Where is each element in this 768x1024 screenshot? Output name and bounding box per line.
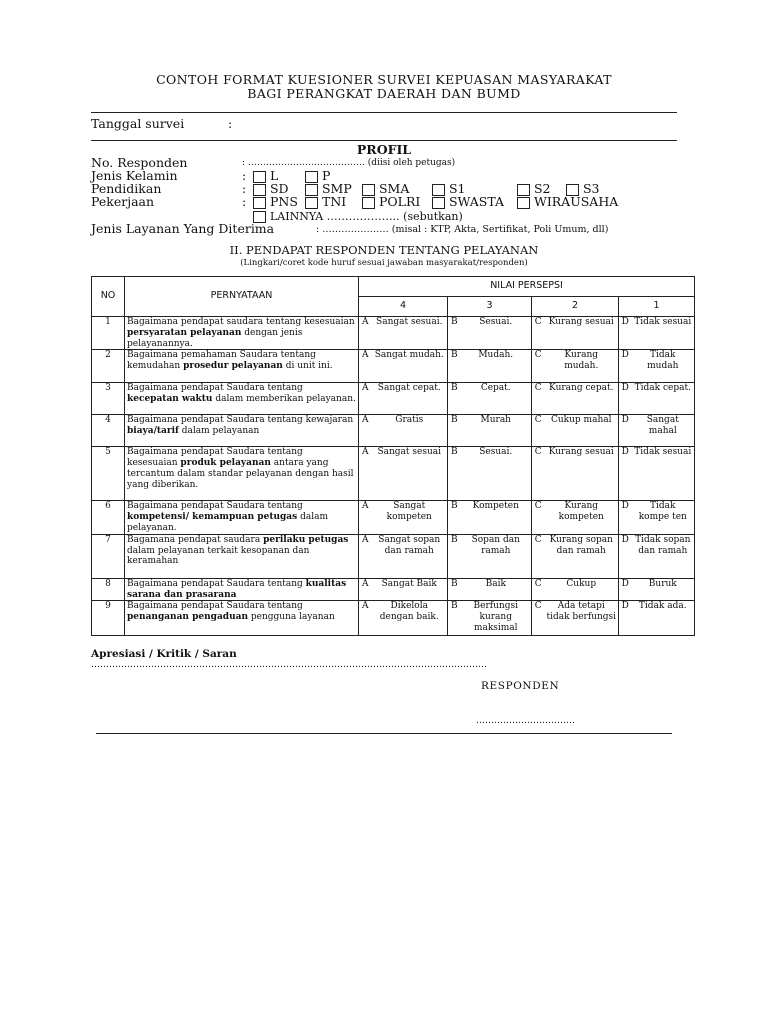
statement-text: Bagaimana pendapat Saudara tentang kesesuaian (127, 447, 303, 469)
service-type-field[interactable]: : ………………… (misal : KTP, Akta, Sertifikat, Poli Umum, dll) (316, 224, 609, 235)
statement-text: Bagaimana pendapat Saudara tentang (127, 383, 303, 394)
table-body (92, 317, 695, 636)
answer-option[interactable]: Sangat cepat. (372, 383, 448, 415)
answer-code[interactable]: A (359, 601, 372, 636)
table-row (92, 601, 695, 636)
occupation-option-wirausaha[interactable]: WIRAUSAHA (517, 194, 618, 209)
answer-code[interactable]: A (359, 415, 372, 447)
answer-option[interactable]: Sopan dan ramah (461, 534, 532, 578)
statement-keyword: perilaku petugas (263, 534, 349, 545)
answer-option[interactable]: Sangat kompeten (372, 501, 448, 534)
table-row (92, 501, 695, 534)
table-row (92, 383, 695, 415)
answer-code[interactable]: C (532, 447, 545, 501)
statement-cell (125, 534, 359, 578)
checkbox[interactable] (362, 197, 375, 209)
answer-option[interactable]: Berfungsi kurang maksimal (461, 601, 532, 636)
statement-text: dalam pelayanan terkait kesopanan dan keramahan (127, 545, 310, 567)
answer-option[interactable]: Sangat Baik (372, 578, 448, 601)
gender-label: Jenis Kelamin (91, 168, 178, 183)
statement-keyword: kecepatan waktu (127, 394, 213, 405)
answer-code[interactable]: C (532, 534, 545, 578)
occupation-option-swasta[interactable]: SWASTA (432, 194, 504, 209)
document-title-line2: BAGI PERANGKAT DAERAH DAN BUMD (247, 86, 521, 101)
answer-option[interactable]: Sesuai. (461, 447, 532, 501)
row-number: 8 (92, 578, 125, 601)
statement-keyword: produk pelayanan (180, 458, 271, 469)
education-option-s3[interactable]: S3 (566, 181, 600, 196)
statement-cell (125, 601, 359, 636)
answer-option[interactable]: Kurang sesuai (545, 447, 619, 501)
header-score: 4 (359, 297, 448, 317)
education-option-sma[interactable]: SMA (362, 181, 409, 196)
statement-text: dalam pelayanan (178, 426, 260, 437)
answer-code[interactable]: D (619, 601, 632, 636)
answer-option[interactable]: Buruk (632, 578, 695, 601)
occupation-option-polri[interactable]: POLRI (362, 194, 420, 209)
answer-option[interactable]: Kurang cepat. (545, 383, 619, 415)
statement-text: di unit ini. (282, 361, 333, 372)
answer-code[interactable]: A (359, 447, 372, 501)
education-option-s2[interactable]: S2 (517, 181, 551, 196)
header-score: 2 (532, 297, 619, 317)
answer-code[interactable]: B (448, 578, 461, 601)
statement-keyword: kompetensi/ kemampuan petugas (127, 512, 298, 523)
section-subtitle: (Lingkari/coret kode huruf sesuai jawaban masyarakat/responden) (240, 258, 528, 268)
statement-text: Bagaimana pendapat Saudara tentang kewajaran (127, 415, 354, 426)
answer-code[interactable]: D (619, 317, 632, 350)
appreciation-label: Apresiasi / Kritik / Saran (91, 648, 237, 660)
answer-code[interactable]: A (359, 578, 372, 601)
education-colon: : (242, 181, 247, 196)
checkbox[interactable] (432, 197, 445, 209)
education-label: Pendidikan (91, 181, 162, 196)
answer-option[interactable]: Sangat mahal (632, 415, 695, 447)
answer-option[interactable]: Tidak mudah (632, 350, 695, 383)
table-row (92, 534, 695, 578)
respondent-label: RESPONDEN (481, 680, 560, 692)
statement-cell (125, 578, 359, 601)
answer-code[interactable]: D (619, 383, 632, 415)
answer-option[interactable]: Kurang mudah. (545, 350, 619, 383)
answer-code[interactable]: C (532, 501, 545, 534)
checkbox[interactable] (305, 197, 318, 209)
header-score: 3 (448, 297, 532, 317)
answer-code[interactable]: C (532, 350, 545, 383)
answer-code[interactable]: D (619, 415, 632, 447)
answer-option[interactable]: Tidak ada. (632, 601, 695, 636)
statement-cell (125, 383, 359, 415)
answer-option[interactable]: Cukup (545, 578, 619, 601)
table-row (92, 317, 695, 350)
answer-option[interactable]: Baik (461, 578, 532, 601)
profile-heading: PROFIL (356, 142, 412, 157)
education-option-sd[interactable]: SD (253, 181, 289, 196)
answer-code[interactable]: B (448, 501, 461, 534)
occupation-option-tni[interactable]: TNI (305, 194, 346, 209)
gender-colon: : (242, 168, 247, 183)
answer-code[interactable]: A (359, 317, 372, 350)
answer-code[interactable]: B (448, 534, 461, 578)
header-perception: NILAI PERSEPSI (359, 277, 695, 297)
statement-text: Bagaimana pendapat saudara tentang kesesuaian (127, 317, 355, 327)
header-score: 1 (619, 297, 695, 317)
answer-option[interactable]: Sangat sopan dan ramah (372, 534, 448, 578)
statement-keyword: prosedur pelayanan (183, 361, 283, 372)
statement-text: dalam pelayanan. (127, 512, 328, 533)
appreciation-field[interactable]: …………………………………………………………………………………………………………………… (91, 660, 487, 670)
answer-code[interactable]: B (448, 350, 461, 383)
education-option-s1[interactable]: S1 (432, 181, 466, 196)
education-option-smp[interactable]: SMP (305, 181, 352, 196)
gender-option-p[interactable]: P (305, 168, 330, 183)
answer-code[interactable]: A (359, 350, 372, 383)
row-number: 3 (92, 383, 125, 415)
answer-option[interactable]: Tidak sopan dan ramah (632, 534, 695, 578)
section-title: II. PENDAPAT RESPONDEN TENTANG PELAYANAN (229, 243, 539, 257)
answer-option[interactable]: Murah (461, 415, 532, 447)
respondent-no-label: No. Responden (91, 155, 188, 170)
answer-option[interactable]: Kurang sopan dan ramah (545, 534, 619, 578)
answer-code[interactable]: B (448, 383, 461, 415)
document-title-line1: CONTOH FORMAT KUESIONER SURVEI KEPUASAN MASYARAKAT (156, 72, 612, 87)
answer-option[interactable]: Kurang kompeten (545, 501, 619, 534)
answer-code[interactable]: B (448, 447, 461, 501)
bottom-divider (96, 733, 672, 734)
survey-date-colon: : (228, 116, 233, 131)
answer-code[interactable]: A (359, 383, 372, 415)
answer-option[interactable]: Cukup mahal (545, 415, 619, 447)
occupation-option-pns[interactable]: PNS (253, 194, 298, 209)
statement-cell (125, 501, 359, 534)
row-number: 2 (92, 350, 125, 383)
answer-code[interactable]: A (359, 501, 372, 534)
divider (91, 112, 677, 113)
row-number: 1 (92, 317, 125, 350)
answer-option[interactable]: Ada tetapi tidak berfungsi (545, 601, 619, 636)
answer-code[interactable]: C (532, 415, 545, 447)
answer-code[interactable]: D (619, 578, 632, 601)
answer-option[interactable]: Tidak sesuai (632, 447, 695, 501)
statement-text: dengan jenis pelayanannya. (127, 327, 303, 349)
statement-cell (125, 415, 359, 447)
divider (91, 140, 677, 141)
answer-code[interactable]: D (619, 501, 632, 534)
respondent-no-field[interactable]: : ………………………………… (diisi oleh petugas) (242, 158, 456, 168)
answer-option[interactable]: Kompeten (461, 501, 532, 534)
statement-keyword: kualitas sarana dan prasarana (127, 578, 347, 600)
statement-cell (125, 350, 359, 383)
occupation-label: Pekerjaan (91, 194, 155, 209)
answer-option[interactable]: Tidak sesuai (632, 317, 695, 350)
answer-code[interactable]: D (619, 350, 632, 383)
row-number: 6 (92, 501, 125, 534)
answer-code[interactable]: C (532, 601, 545, 636)
answer-option[interactable]: Sangat mudah. (372, 350, 448, 383)
statement-text: Bagamana pendapat saudara (127, 534, 264, 545)
table-row (92, 415, 695, 447)
row-number: 4 (92, 415, 125, 447)
answer-code[interactable]: C (532, 383, 545, 415)
table-row (92, 350, 695, 383)
answer-option[interactable]: Cepat. (461, 383, 532, 415)
answer-code[interactable]: B (448, 601, 461, 636)
statement-text: antara yang tercantum dalam standar pelayanan dengan hasil yang diberikan. (127, 458, 354, 490)
statement-text: Bagaimana pemahaman Saudara tentang kemudahan (127, 350, 316, 372)
occupation-option-other[interactable]: LAINNYA ……………….. (sebutkan) (253, 208, 463, 223)
answer-code[interactable]: C (532, 317, 545, 350)
service-type-label: Jenis Layanan Yang Diterima (91, 221, 275, 236)
answer-option[interactable]: Sangat sesuai (372, 447, 448, 501)
row-number: 7 (92, 534, 125, 578)
answer-code[interactable]: A (359, 534, 372, 578)
answer-option[interactable]: Mudah. (461, 350, 532, 383)
statement-text: Bagaimana pendapat Saudara tentang (127, 501, 303, 512)
statement-text: dalam memberikan pelayanan. (212, 394, 356, 405)
answer-option[interactable]: Gratis (372, 415, 448, 447)
answer-option[interactable]: Sangat sesuai. (372, 317, 448, 350)
statement-keyword: persyaratan pelayanan (127, 327, 242, 338)
statement-text: Bagaimana pendapat Saudara tentang (127, 578, 306, 589)
answer-option[interactable]: Sesuai. (461, 317, 532, 350)
answer-option[interactable]: Tidak cepat. (632, 383, 695, 415)
table-row (92, 578, 695, 601)
answer-code[interactable]: C (532, 578, 545, 601)
row-number: 5 (92, 447, 125, 501)
row-number: 9 (92, 601, 125, 636)
header-no: NO (92, 277, 125, 317)
answer-code[interactable]: D (619, 447, 632, 501)
answer-option[interactable]: Dikelola dengan baik. (372, 601, 448, 636)
occupation-colon: : (242, 194, 247, 209)
statement-text: pengguna layanan (248, 612, 335, 623)
statement-cell (125, 317, 359, 350)
answer-code[interactable]: B (448, 415, 461, 447)
table-row (92, 447, 695, 501)
survey-date-label: Tanggal survei (91, 116, 185, 131)
statement-keyword: biaya/tarif (127, 426, 179, 437)
checkbox[interactable] (517, 197, 530, 209)
answer-option[interactable]: Tidak kompe ten (632, 501, 695, 534)
statement-cell (125, 447, 359, 501)
answer-code[interactable]: B (448, 317, 461, 350)
header-statement: PERNYATAAN (125, 277, 359, 317)
statement-keyword: penanganan pengaduan (127, 612, 249, 623)
signature-field[interactable]: …………………………… (476, 716, 575, 726)
checkbox[interactable] (253, 197, 266, 209)
answer-code[interactable]: D (619, 534, 632, 578)
answer-option[interactable]: Kurang sesuai (545, 317, 619, 350)
gender-option-l[interactable]: L (253, 168, 278, 183)
perception-table (91, 276, 695, 636)
statement-text: Bagaimana pendapat Saudara tentang (127, 601, 303, 612)
